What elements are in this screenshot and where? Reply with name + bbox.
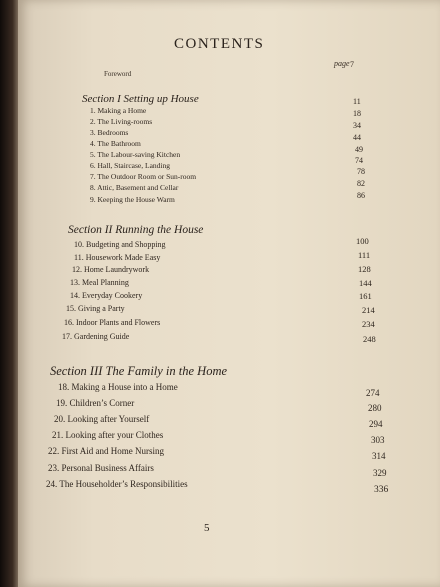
toc-entry: 11. Housework Made Easy [74, 253, 161, 262]
toc-page: 34 [353, 121, 361, 130]
toc-entry: 6. Hall, Staircase, Landing [90, 161, 170, 170]
toc-entry: 14. Everyday Cookery [70, 291, 143, 300]
toc-page: 280 [368, 403, 382, 413]
foreword-page: 7 [350, 60, 354, 69]
toc-page: 336 [374, 485, 389, 495]
section-heading: Section III The Family in the Home [50, 364, 228, 378]
toc-entry: 1. Making a Home [90, 106, 147, 115]
section-heading: Section I Setting up House [82, 93, 199, 105]
foreword-label: Foreword [104, 70, 132, 78]
toc-page: 144 [359, 278, 372, 288]
toc-entry: 23. Personal Business Affairs [48, 463, 154, 473]
page-title: CONTENTS [174, 36, 265, 52]
toc-entry: 7. The Outdoor Room or Sun-room [90, 172, 197, 181]
toc-page: 314 [372, 451, 386, 461]
toc-entry: 3. Bedrooms [90, 128, 129, 137]
toc-entry: 8. Attic, Basement and Cellar [90, 183, 179, 192]
toc-entry: 18. Making a House into a Home [58, 382, 178, 392]
toc-page: 214 [362, 305, 375, 315]
toc-page: 111 [358, 250, 371, 260]
toc-entry: 16. Indoor Plants and Flowers [64, 318, 161, 327]
toc-page: 303 [371, 435, 385, 445]
toc-entry: 5. The Labour-saving Kitchen [90, 150, 181, 159]
toc-page: 78 [357, 167, 365, 176]
toc-page: 100 [356, 236, 369, 246]
toc-entry: 17. Gardening Guide [62, 332, 130, 341]
toc-entry: 2. The Living-rooms [90, 117, 153, 126]
toc-page: 161 [359, 291, 372, 301]
toc-entry: 19. Children’s Corner [56, 398, 135, 408]
page-column-header: page [334, 59, 350, 68]
page-number: 5 [204, 522, 210, 534]
toc-page: 234 [362, 319, 375, 329]
toc-page: 128 [358, 264, 371, 274]
toc-page: 274 [366, 388, 380, 398]
section-heading: Section II Running the House [68, 224, 204, 236]
toc-page: 82 [357, 179, 365, 188]
toc-entry: 12. Home Laundrywork [72, 265, 150, 274]
toc-entry: 20. Looking after Yourself [54, 414, 150, 424]
toc-page: 18 [353, 109, 361, 118]
toc-page: 248 [363, 334, 376, 344]
toc-entry: 21. Looking after your Clothes [52, 430, 164, 440]
toc-page: 11 [353, 97, 361, 106]
toc-entry: 22. First Aid and Home Nursing [48, 446, 164, 456]
toc-entry: 9. Keeping the House Warm [90, 195, 175, 204]
toc-entry: 24. The Householder’s Responsibilities [46, 479, 188, 489]
toc-page: 329 [373, 468, 387, 478]
toc-page: 44 [353, 133, 361, 142]
toc-entry: 13. Meal Planning [70, 278, 129, 287]
toc-page: 74 [355, 156, 363, 165]
toc-page: 86 [357, 191, 365, 200]
toc-entry: 4. The Bathroom [90, 139, 141, 148]
book-spine-shadow [0, 0, 18, 587]
toc-page: 49 [355, 145, 363, 154]
toc-page: 294 [369, 419, 383, 429]
toc-entry: 10. Budgeting and Shopping [74, 240, 166, 249]
toc-entry: 15. Giving a Party [66, 304, 125, 313]
